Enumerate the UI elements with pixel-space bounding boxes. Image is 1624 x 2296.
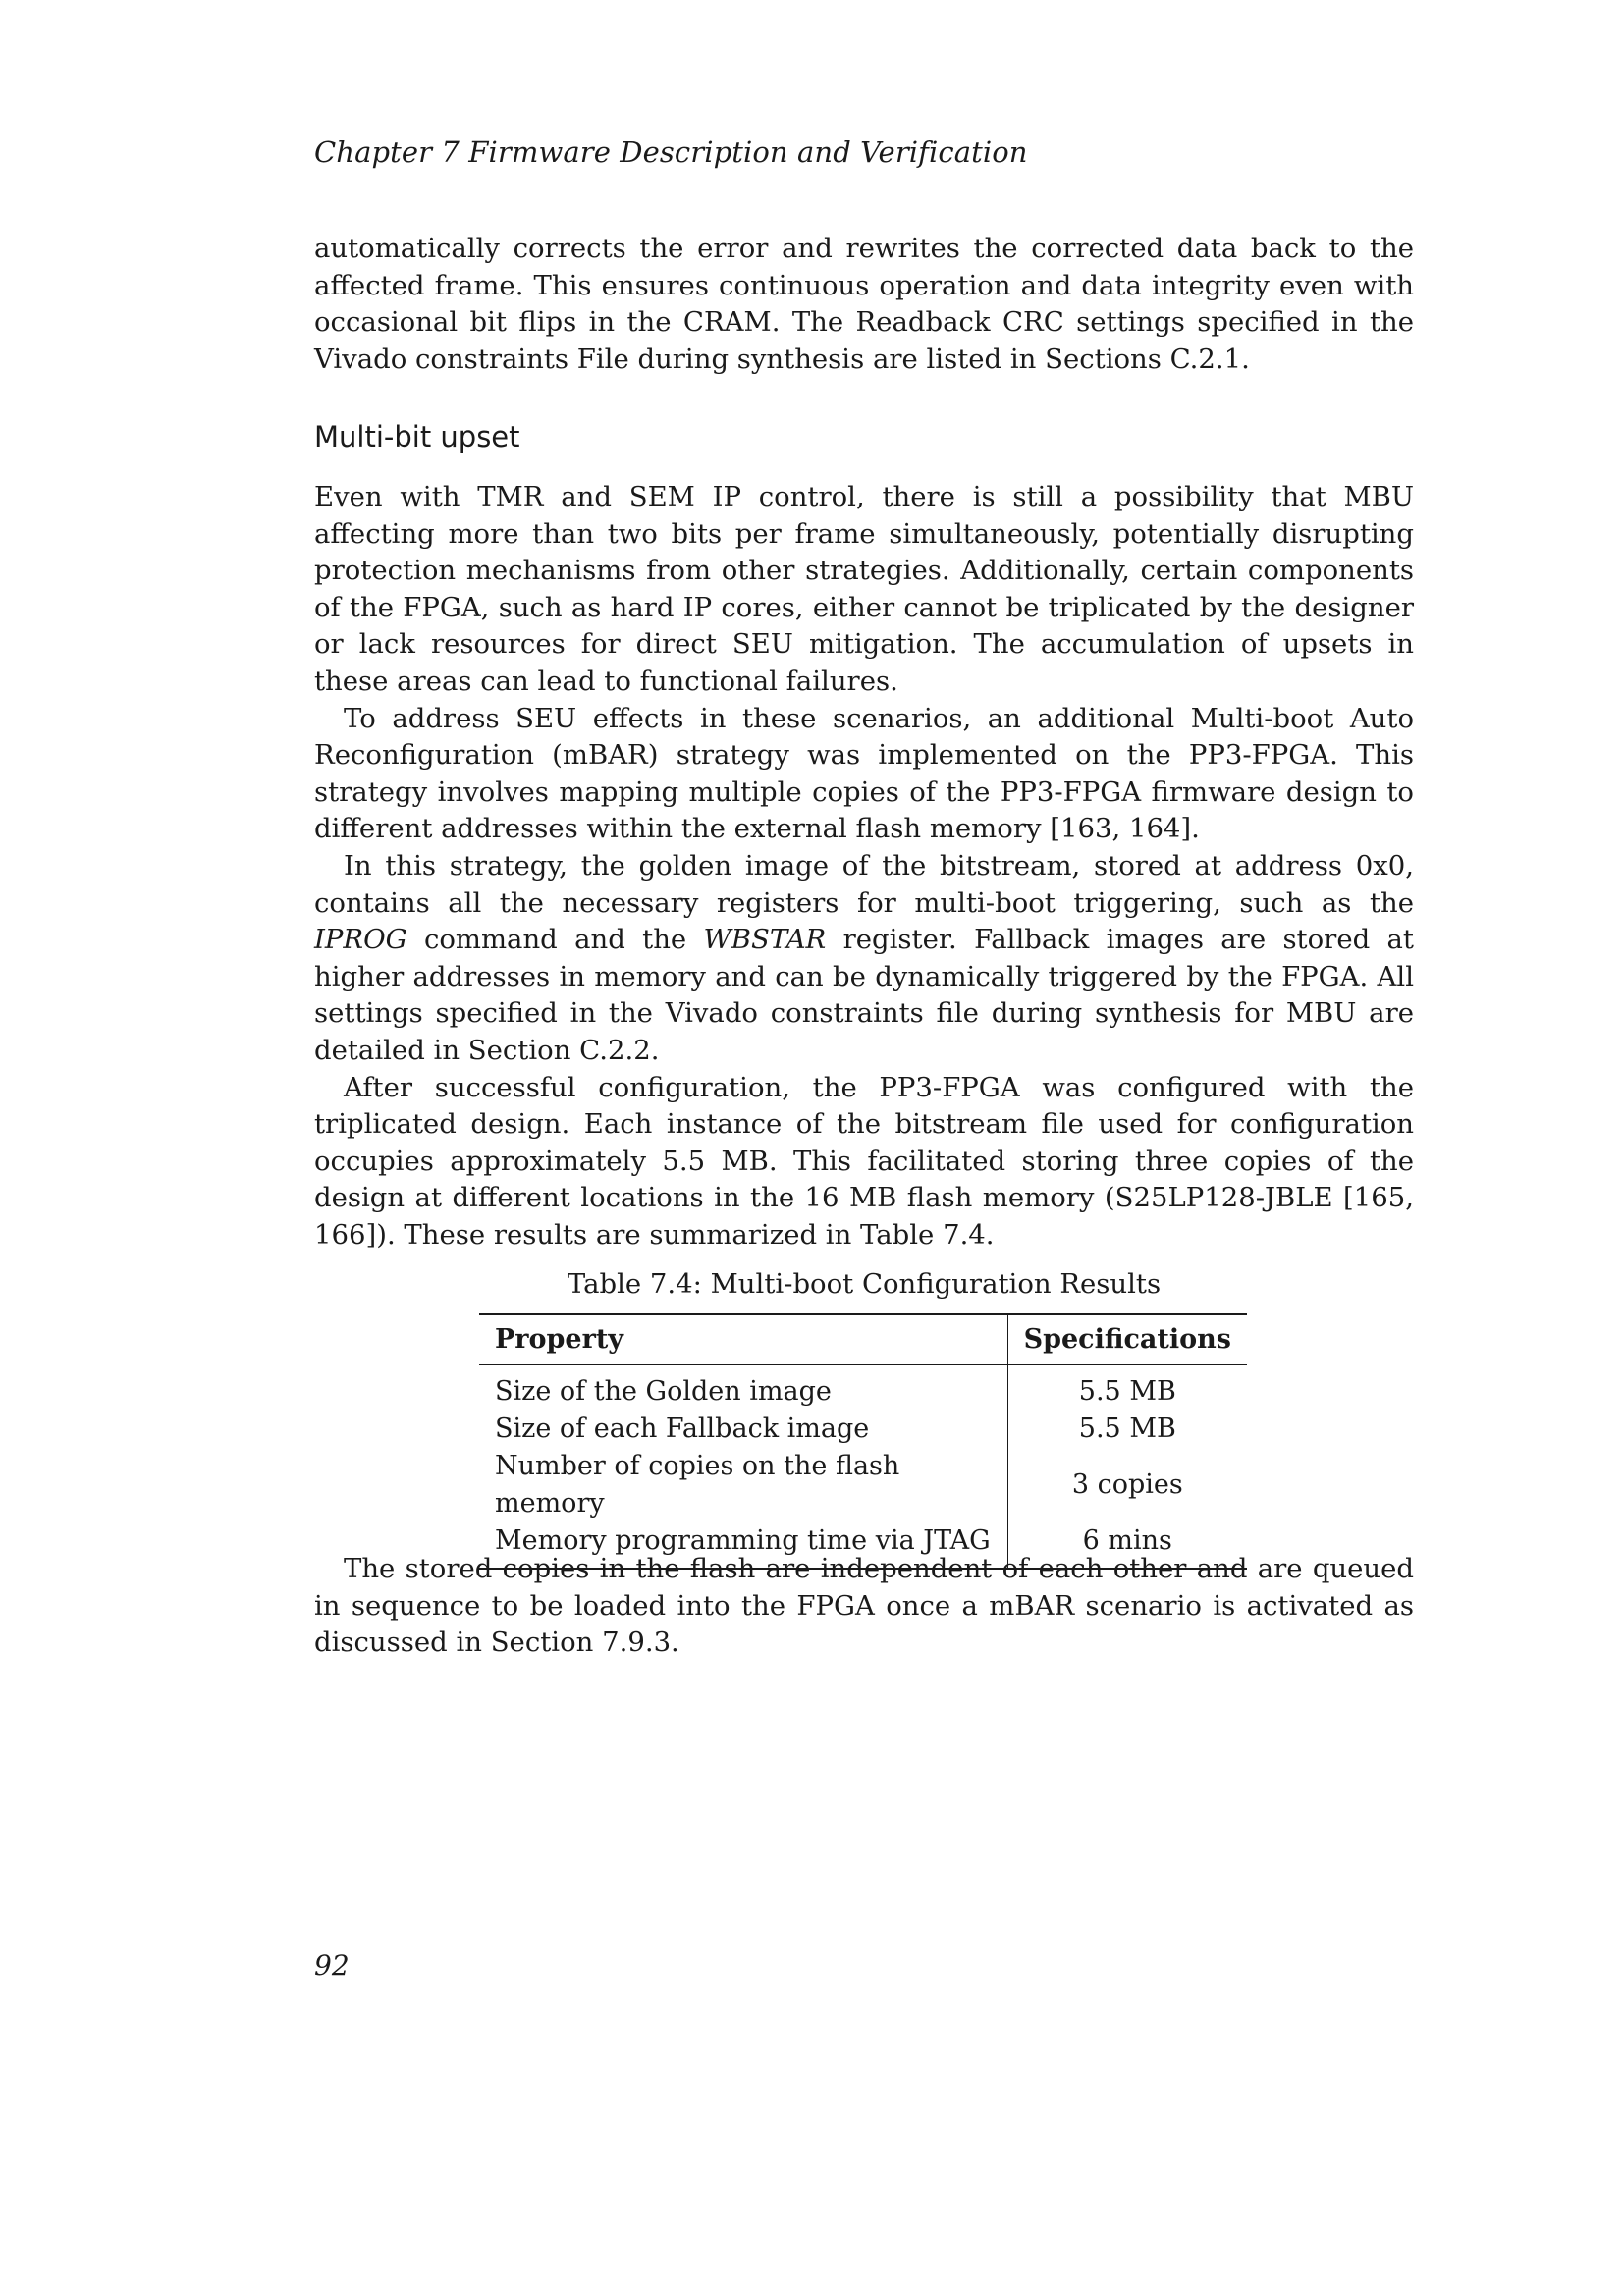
table-row bbox=[479, 1411, 1247, 1448]
table-header-row bbox=[479, 1314, 1247, 1365]
row-specification: 3 copies bbox=[1007, 1448, 1247, 1522]
section-heading: Multi-bit upset bbox=[314, 420, 520, 454]
intro-paragraph: automatically corrects the error and rewrites the corrected data back to the affected frame. This ensures continuous operation and data integrity even with occasional bit flips in the CRAM. The Readback CRC settings specified in the Vivado constraints File during synthesis are listed in Sections C.2.1. bbox=[314, 233, 1414, 375]
row-specification: 5.5 MB bbox=[1007, 1365, 1247, 1412]
row-specification: 5.5 MB bbox=[1007, 1411, 1247, 1448]
row-property: Memory programming time via JTAG bbox=[495, 1525, 991, 1556]
paragraph-3 bbox=[314, 848, 1414, 1070]
section-body bbox=[314, 479, 1414, 1254]
row-specification: 6 mins bbox=[1007, 1522, 1247, 1569]
paragraph-4: After successful configuration, the PP3-FPGA was configured with the triplicated design. Each instance of the bitstream file used for configuration occupies approximately 5.5 MB. This facilitated storing three copies of the design at different locations in the 16 MB flash memory (S25LP128-JBLE [165, 166]). These results are summarized in Table 7.4. bbox=[314, 1071, 1414, 1251]
wbstar-term: WBSTAR bbox=[703, 924, 827, 956]
paragraph-2: To address SEU effects in these scenarios, an additional Multi-boot Auto Reconfiguration (mBAR) strategy was implemented on the PP3-FPGA. This strategy involves mapping multiple copies of the PP3-FPGA firmware design to different addresses within the external flash memory [163, 164]. bbox=[314, 702, 1414, 845]
results-table-container bbox=[479, 1313, 1247, 1570]
running-header: Chapter 7 Firmware Description and Verification bbox=[314, 135, 1028, 169]
results-table bbox=[479, 1313, 1247, 1570]
intro-text bbox=[314, 231, 1414, 378]
paragraph-3-part-3: register. Fallback images are stored at higher addresses in memory and can be dynamically triggered by the FPGA. All settings specified in the Vivado constraints file during synthesis for MBU are detailed in Section C.2.2. bbox=[314, 924, 1414, 1066]
header-specifications: Specifications bbox=[1007, 1314, 1247, 1365]
table-caption: Table 7.4: Multi-boot Configuration Results bbox=[567, 1268, 1162, 1300]
row-property: Number of copies on the flash memory bbox=[495, 1451, 900, 1519]
paragraph-1: Even with TMR and SEM IP control, there is still a possibility that MBU affecting more than two bits per frame simultaneously, potentially disrupting protection mechanisms from other strategies. Additionally, certain components of the FPGA, such as hard IP cores, either cannot be triplicated by the designer or lack resources for direct SEU mitigation. The accumulation of upsets in these areas can lead to functional failures. bbox=[314, 481, 1414, 697]
iprog-term: IPROG bbox=[314, 924, 407, 956]
closing-paragraph: The stored copies in the flash are independent of each other and are queued in sequence to be loaded into the FPGA once a mBAR scenario is activated as discussed in Section 7.9.3. bbox=[314, 1553, 1414, 1659]
row-property: Size of the Golden image bbox=[495, 1376, 832, 1407]
header-property: Property bbox=[495, 1323, 623, 1355]
table-row bbox=[479, 1365, 1247, 1412]
page-number: 92 bbox=[314, 1949, 350, 1982]
table-row bbox=[479, 1448, 1247, 1522]
row-property: Size of each Fallback image bbox=[495, 1414, 870, 1444]
paragraph-3-part-1: In this strategy, the golden image of the bitstream, stored at address 0x0, contains all the necessary registers for multi-boot triggering, such as the bbox=[314, 849, 1414, 919]
paragraph-3-part-2: command and the bbox=[406, 924, 704, 956]
closing-text bbox=[314, 1551, 1414, 1662]
